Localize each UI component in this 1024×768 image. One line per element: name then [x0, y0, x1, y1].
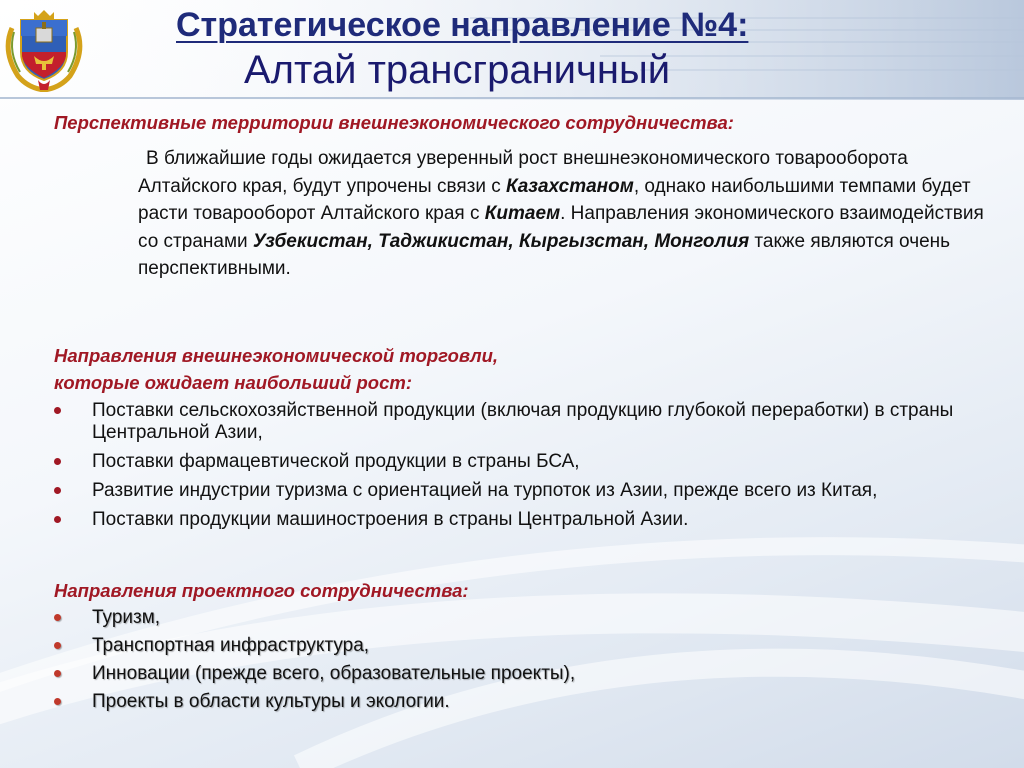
red-dot-bullet-icon: [54, 516, 61, 523]
list-item-text: Поставки фармацевтической продукции в страны БСА,: [92, 451, 580, 472]
paragraph-text: . Направления экономического взаимодействия со странами: [138, 203, 984, 252]
red-dot-bullet-icon: [54, 614, 61, 621]
paragraph-text: также являются очень перспективными.: [138, 230, 951, 279]
list-item: [48, 607, 1008, 629]
list-item-text: Поставки продукции машиностроения в страны Центральной Азии.: [92, 509, 689, 530]
list-item-text: Транспортная инфраструктура,: [92, 635, 370, 656]
highlighted-country: Узбекистан, Таджикистан, Кыргызстан, Монголия: [252, 230, 750, 252]
list-item: [48, 509, 1008, 531]
trade-directions-list: [48, 400, 1008, 538]
highlighted-country: Казахстаном: [506, 175, 634, 197]
paragraph-text: В ближайшие годы ожидается уверенный рост внешнеэкономического товарооборота Алтайского края, будут упрочены связи с: [138, 148, 908, 197]
list-item-text: Проекты в области культуры и экологии.: [92, 691, 450, 712]
list-item: [48, 451, 1008, 473]
trade-heading-line2: которые ожидает наибольший рост:: [54, 372, 412, 393]
red-dot-bullet-icon: [54, 487, 61, 494]
list-item: [48, 691, 1008, 713]
project-directions-list: [48, 607, 1008, 719]
list-item: [48, 400, 1008, 444]
trade-heading-line1: Направления внешнеэкономической торговли,: [54, 345, 499, 366]
list-item-text: Инновации (прежде всего, образовательные проекты),: [92, 663, 576, 684]
altai-krai-coat-of-arms-icon: [4, 6, 84, 92]
red-dot-bullet-icon: [54, 407, 61, 414]
red-dot-bullet-icon: [54, 642, 61, 649]
prospects-paragraph: [138, 145, 1008, 283]
red-dot-bullet-icon: [54, 458, 61, 465]
list-item: [48, 480, 1008, 502]
list-item-text: Развитие индустрии туризма с ориентацией на турпоток из Азии, прежде всего из Китая,: [92, 480, 878, 501]
list-item-text: Поставки сельскохозяйственной продукции (включая продукцию глубокой переработки) в страны Центральной Азии,: [92, 400, 954, 443]
red-dot-bullet-icon: [54, 670, 61, 677]
prospects-heading: Перспективные территории внешнеэкономического сотрудничества:: [54, 112, 734, 133]
list-item: [48, 635, 1008, 657]
highlighted-country: Китаем: [484, 203, 561, 224]
list-item-text: Туризм,: [92, 607, 161, 628]
slide-subtitle: Алтай трансграничный: [244, 48, 671, 92]
projects-heading: Направления проектного сотрудничества:: [54, 580, 469, 601]
list-item: [48, 663, 1008, 685]
slide-title: Стратегическое направление №4:: [176, 6, 749, 44]
red-dot-bullet-icon: [54, 698, 61, 705]
paragraph-text: , однако наибольшими темпами будет расти товарооборот Алтайского края с: [138, 175, 971, 224]
